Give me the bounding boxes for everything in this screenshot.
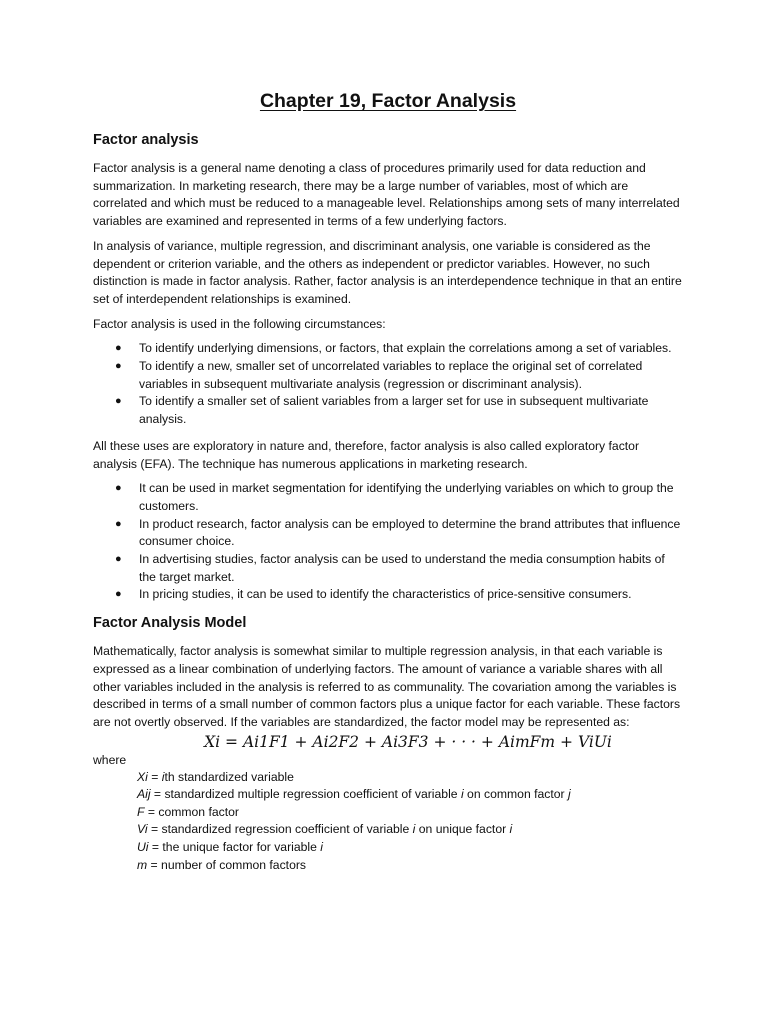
definition-symbol: m	[137, 857, 148, 872]
page-title-text: Chapter 19, Factor Analysis	[259, 90, 517, 112]
bullet-icon: ●	[115, 553, 122, 566]
factor-model-formula: Xi = Ai1F1 + Ai2F2 + Ai3F3 + · · · + AimFm + ViUi	[204, 732, 612, 751]
definition-equals: =	[150, 787, 165, 802]
bullet-icon: ●	[115, 360, 122, 373]
paragraph: Factor analysis is a general name denoting a class of procedures primarily used for data reduction and summarization. In marketing research, there may be a large number of variables, most of which are correlated and which must be reduced to a manageable level. Relationships among sets of many interrelated variables are examined and represented in terms of a few underlying factors.	[93, 161, 680, 229]
paragraph: Mathematically, factor analysis is somewhat similar to multiple regression analysis, in that each variable is expressed as a linear combination of underlying factors. The amount of variance a variable shares with all other variables included in the analysis is referred to as communality. The covariation among the variables is described in terms of a small number of common factors plus a unique factor for each variable. These factors are not overtly observed. If the variables are standardized, the factor model may be represented as:	[93, 644, 681, 729]
definition-text: on common factor	[463, 787, 568, 802]
bullet-icon: ●	[115, 588, 122, 601]
list-item: ● In pricing studies, it can be used to identify the characteristics of price-sensitive consumers.	[93, 586, 683, 604]
list-item: ● In product research, factor analysis can be employed to determine the brand attributes that influence consumer choice.	[115, 516, 681, 549]
definition-text: i	[460, 787, 464, 802]
definition-item	[137, 857, 683, 875]
list-item: ● To identify a smaller set of salient variables from a larger set for use in subsequent multivariate analysis.	[115, 394, 649, 427]
bullet-icon: ●	[115, 482, 122, 495]
definition-text: i	[509, 822, 513, 837]
definition-text: standardized regression coefficient of variable	[161, 822, 413, 837]
definition-symbol: Ui	[137, 840, 149, 855]
section-heading-factor-analysis: Factor analysis	[93, 132, 199, 148]
applications-list	[93, 480, 683, 604]
bullet-icon: ●	[115, 517, 122, 530]
definition-item	[137, 769, 683, 787]
definition-equals: =	[144, 804, 159, 819]
definition-equals: =	[147, 857, 162, 872]
definition-equals: =	[147, 769, 162, 784]
definition-text: common factor	[158, 804, 239, 819]
definition-text: number of common factors	[161, 857, 306, 872]
list-item: ● It can be used in market segmentation for identifying the underlying variables on which to group the customers.	[115, 481, 674, 513]
definition-text: the unique factor for variable	[162, 840, 321, 855]
definition-text: standardized multiple regression coefficient of variable	[164, 787, 461, 802]
definition-text: on unique factor	[415, 822, 510, 837]
definitions-list	[93, 769, 683, 875]
section-heading-factor-analysis-model: Factor Analysis Model	[93, 615, 247, 632]
circumstances-list	[93, 340, 683, 429]
list-item: ● In advertising studies, factor analysis can be used to understand the media consumption habits of the target market.	[115, 552, 665, 584]
where-label: where	[93, 752, 127, 767]
definition-item	[137, 821, 683, 839]
bullet-icon: ●	[115, 395, 122, 408]
paragraph: Factor analysis is used in the following circumstances:	[93, 316, 386, 331]
definition-symbol: Aij	[137, 787, 151, 802]
bullet-icon: ●	[115, 342, 122, 355]
definition-equals: =	[148, 840, 163, 855]
definition-symbol: F	[137, 804, 145, 819]
definition-equals: =	[147, 822, 162, 837]
definition-text: i	[320, 840, 323, 855]
definition-text: i	[412, 822, 416, 837]
list-item: ● To identify underlying dimensions, or factors, that explain the correlations among a set of variables.	[93, 340, 683, 358]
page-title	[93, 88, 683, 114]
definition-item	[137, 839, 683, 857]
definition-text: th standardized variable	[164, 769, 294, 784]
definition-text: i	[161, 769, 165, 784]
paragraph: All these uses are exploratory in nature and, therefore, factor analysis is also called exploratory factor analysis (EFA). The technique has numerous applications in marketing research.	[93, 438, 640, 471]
page-content	[93, 88, 683, 874]
definition-item	[137, 804, 683, 822]
definition-symbol: Xi	[137, 769, 148, 784]
list-item: ● To identify a new, smaller set of uncorrelated variables to replace the original set of correlated variables in subsequent multivariate analysis (regression or discriminant analysis).	[115, 359, 643, 391]
definition-item	[137, 786, 683, 804]
definition-text: j	[567, 787, 571, 802]
paragraph: In analysis of variance, multiple regression, and discriminant analysis, one variable is considered as the dependent or criterion variable, and the others as independent or predictor variables. However, no such distinction is made in factor analysis. Rather, factor analysis is an interdependence technique in that an entire set of interdependent relationships is examined.	[93, 238, 682, 306]
definition-symbol: Vi	[137, 822, 148, 837]
